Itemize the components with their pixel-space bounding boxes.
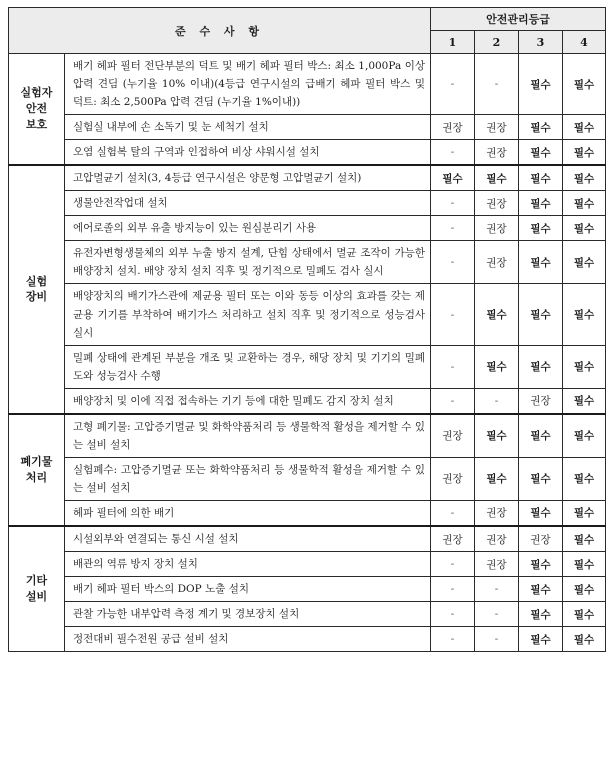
- grade-cell: 필수: [519, 241, 563, 284]
- requirement-text: 배양장치 및 이에 직접 접속하는 기기 등에 대한 밀폐도 감지 장치 설치: [65, 388, 431, 414]
- grade-cell: 필수: [563, 140, 606, 166]
- grade-cell: -: [431, 54, 475, 115]
- grade-cell: 필수: [519, 165, 563, 191]
- grade-cell: 필수: [563, 165, 606, 191]
- table-row: [9, 414, 606, 458]
- grade-cell: 필수: [519, 191, 563, 216]
- grade-cell: 필수: [563, 54, 606, 115]
- grade-cell: -: [431, 216, 475, 241]
- table-row: [9, 115, 606, 140]
- grade-cell: 필수: [519, 115, 563, 140]
- grade-cell: 권장: [475, 115, 519, 140]
- grade-cell: -: [431, 627, 475, 652]
- grade-cell: 권장: [475, 191, 519, 216]
- category-cell: [9, 165, 65, 414]
- table-row: [9, 241, 606, 284]
- category-label-line: 처리: [25, 470, 48, 484]
- table-row: [9, 191, 606, 216]
- grade-cell: -: [431, 577, 475, 602]
- grade-cell: -: [475, 602, 519, 627]
- grade-cell: -: [431, 388, 475, 414]
- grade-cell: -: [431, 241, 475, 284]
- grade-cell: 필수: [519, 457, 563, 500]
- grade-cell: -: [431, 140, 475, 166]
- grade-cell: 권장: [475, 552, 519, 577]
- table-row: [9, 627, 606, 652]
- grade-cell: 필수: [563, 115, 606, 140]
- grade-cell: 필수: [563, 500, 606, 526]
- grade-cell: 필수: [519, 140, 563, 166]
- grade-level-header: 3: [519, 31, 563, 54]
- grade-cell: 필수: [475, 414, 519, 458]
- grade-cell: 권장: [475, 216, 519, 241]
- category-label-line: 실험자: [20, 86, 53, 100]
- grade-cell: 필수: [431, 165, 475, 191]
- grade-cell: 필수: [563, 602, 606, 627]
- grade-cell: -: [431, 284, 475, 345]
- requirement-text: 시설외부와 연결되는 통신 시설 설치: [65, 526, 431, 552]
- category-label-line: 보호: [25, 118, 48, 132]
- grade-cell: 권장: [475, 500, 519, 526]
- grade-level-header: 1: [431, 31, 475, 54]
- requirement-text: 생물안전작업대 설치: [65, 191, 431, 216]
- category-label-line: 장비: [25, 290, 48, 304]
- grade-cell: 필수: [519, 602, 563, 627]
- requirement-text: 실험실 내부에 손 소독기 및 눈 세척기 설치: [65, 115, 431, 140]
- requirement-text: 밀폐 상태에 관계된 부분을 개조 및 교환하는 경우, 해당 장치 및 기기의 밀폐도와 성능검사 수행: [65, 345, 431, 388]
- grade-cell: -: [431, 602, 475, 627]
- grade-cell: 권장: [475, 241, 519, 284]
- requirement-text: 실험폐수: 고압증기멸균 또는 화학약품처리 등 생물학적 활성을 제거할 수 있는 설비 설치: [65, 457, 431, 500]
- grade-level-header: 2: [475, 31, 519, 54]
- grade-cell: 필수: [563, 284, 606, 345]
- grade-cell: 필수: [563, 627, 606, 652]
- grade-cell: 필수: [519, 54, 563, 115]
- requirements-column-header: 준 수 사 항: [9, 8, 431, 54]
- grade-cell: 필수: [519, 345, 563, 388]
- requirement-text: 배양장치의 배기가스관에 제균용 필터 또는 이와 동등 이상의 효과를 갖는 제균용 기기를 부착하여 배기가스 처리하고 설치 직후 및 정기적으로 성능검사 실시: [65, 284, 431, 345]
- grade-cell: 필수: [563, 414, 606, 458]
- category-cell: [9, 526, 65, 652]
- category-cell: [9, 54, 65, 166]
- grade-cell: 필수: [519, 216, 563, 241]
- grade-cell: 필수: [519, 627, 563, 652]
- table-row: [9, 54, 606, 115]
- category-label-line: 설비: [25, 590, 48, 604]
- grade-cell: 권장: [431, 414, 475, 458]
- grade-cell: -: [475, 627, 519, 652]
- grade-cell: -: [431, 500, 475, 526]
- grade-cell: 권장: [431, 457, 475, 500]
- safety-requirements-table: [8, 7, 606, 652]
- requirement-text: 정전대비 필수전원 공급 설비 설치: [65, 627, 431, 652]
- grade-cell: 필수: [519, 500, 563, 526]
- grade-cell: 권장: [519, 388, 563, 414]
- requirement-text: 고형 폐기물: 고압증기멸균 및 화학약품처리 등 생물학적 활성을 제거할 수 있는 설비 설치: [65, 414, 431, 458]
- grade-cell: 필수: [563, 526, 606, 552]
- grade-level-header: 4: [563, 31, 606, 54]
- table-row: [9, 388, 606, 414]
- grade-cell: -: [431, 191, 475, 216]
- grade-cell: 필수: [563, 241, 606, 284]
- table-row: [9, 577, 606, 602]
- grade-cell: 필수: [519, 552, 563, 577]
- grade-cell: 필수: [519, 414, 563, 458]
- requirement-text: 에어로졸의 외부 유출 방지능이 있는 원심분리기 사용: [65, 216, 431, 241]
- grade-cell: 필수: [563, 345, 606, 388]
- grade-cell: 권장: [519, 526, 563, 552]
- table-row: [9, 526, 606, 552]
- grade-cell: 필수: [519, 577, 563, 602]
- grade-cell: -: [475, 388, 519, 414]
- grade-cell: -: [475, 577, 519, 602]
- grade-cell: -: [475, 54, 519, 115]
- requirement-text: 배기 헤파 필터 박스의 DOP 노출 설치: [65, 577, 431, 602]
- grade-cell: 필수: [563, 552, 606, 577]
- table-row: [9, 457, 606, 500]
- category-label-line: 안전: [25, 102, 48, 116]
- grade-cell: 필수: [563, 216, 606, 241]
- table-row: [9, 284, 606, 345]
- grade-cell: 필수: [475, 165, 519, 191]
- grade-cell: 필수: [563, 457, 606, 500]
- requirement-text: 배관의 역류 방지 장치 설치: [65, 552, 431, 577]
- category-label-line: 기타: [25, 574, 48, 588]
- requirement-text: 관찰 가능한 내부압력 측정 계기 및 경보장치 설치: [65, 602, 431, 627]
- requirement-text: 고압멸균기 설치(3, 4등급 연구시설은 양문형 고압멸균기 설치): [65, 165, 431, 191]
- safety-grade-group-header: 안전관리등급: [431, 8, 606, 31]
- grade-cell: 권장: [431, 115, 475, 140]
- requirement-text: 유전자변형생물체의 외부 누출 방지 설계, 단힘 상태에서 멸균 조작이 가능한 배양장치 설치. 배양 장치 설치 직후 및 정기적으로 밀폐도 검사 실시: [65, 241, 431, 284]
- safety-requirements-table-container: [8, 7, 605, 652]
- category-label-line: 실험: [25, 274, 48, 288]
- category-label-line: 폐기물: [20, 454, 53, 468]
- grade-cell: 권장: [475, 140, 519, 166]
- table-row: [9, 345, 606, 388]
- grade-cell: 권장: [431, 526, 475, 552]
- requirement-text: 오염 실험복 탈의 구역과 인접하여 비상 샤워시설 설치: [65, 140, 431, 166]
- table-row: [9, 140, 606, 166]
- grade-cell: 필수: [475, 457, 519, 500]
- table-row: [9, 602, 606, 627]
- table-row: [9, 216, 606, 241]
- requirement-text: 헤파 필터에 의한 배기: [65, 500, 431, 526]
- grade-cell: 권장: [475, 526, 519, 552]
- table-row: [9, 165, 606, 191]
- requirements-table-body: [9, 54, 606, 652]
- requirement-text: 배기 헤파 필터 전단부분의 덕트 및 배기 헤파 필터 박스: 최소 1,000Pa 이상 압력 견딤 (누기율 10% 이내)(4등급 연구시설의 급배기 헤파 필터 박스 및 덕트: 최소 2,500Pa 압력 견딤 (누기율 1%이내)): [65, 54, 431, 115]
- category-cell: [9, 414, 65, 526]
- grade-cell: 필수: [519, 284, 563, 345]
- table-row: [9, 552, 606, 577]
- grade-cell: 필수: [563, 191, 606, 216]
- grade-cell: -: [431, 552, 475, 577]
- grade-cell: 필수: [475, 284, 519, 345]
- grade-cell: 필수: [563, 577, 606, 602]
- grade-cell: 필수: [475, 345, 519, 388]
- table-row: [9, 500, 606, 526]
- grade-cell: 필수: [563, 388, 606, 414]
- grade-cell: -: [431, 345, 475, 388]
